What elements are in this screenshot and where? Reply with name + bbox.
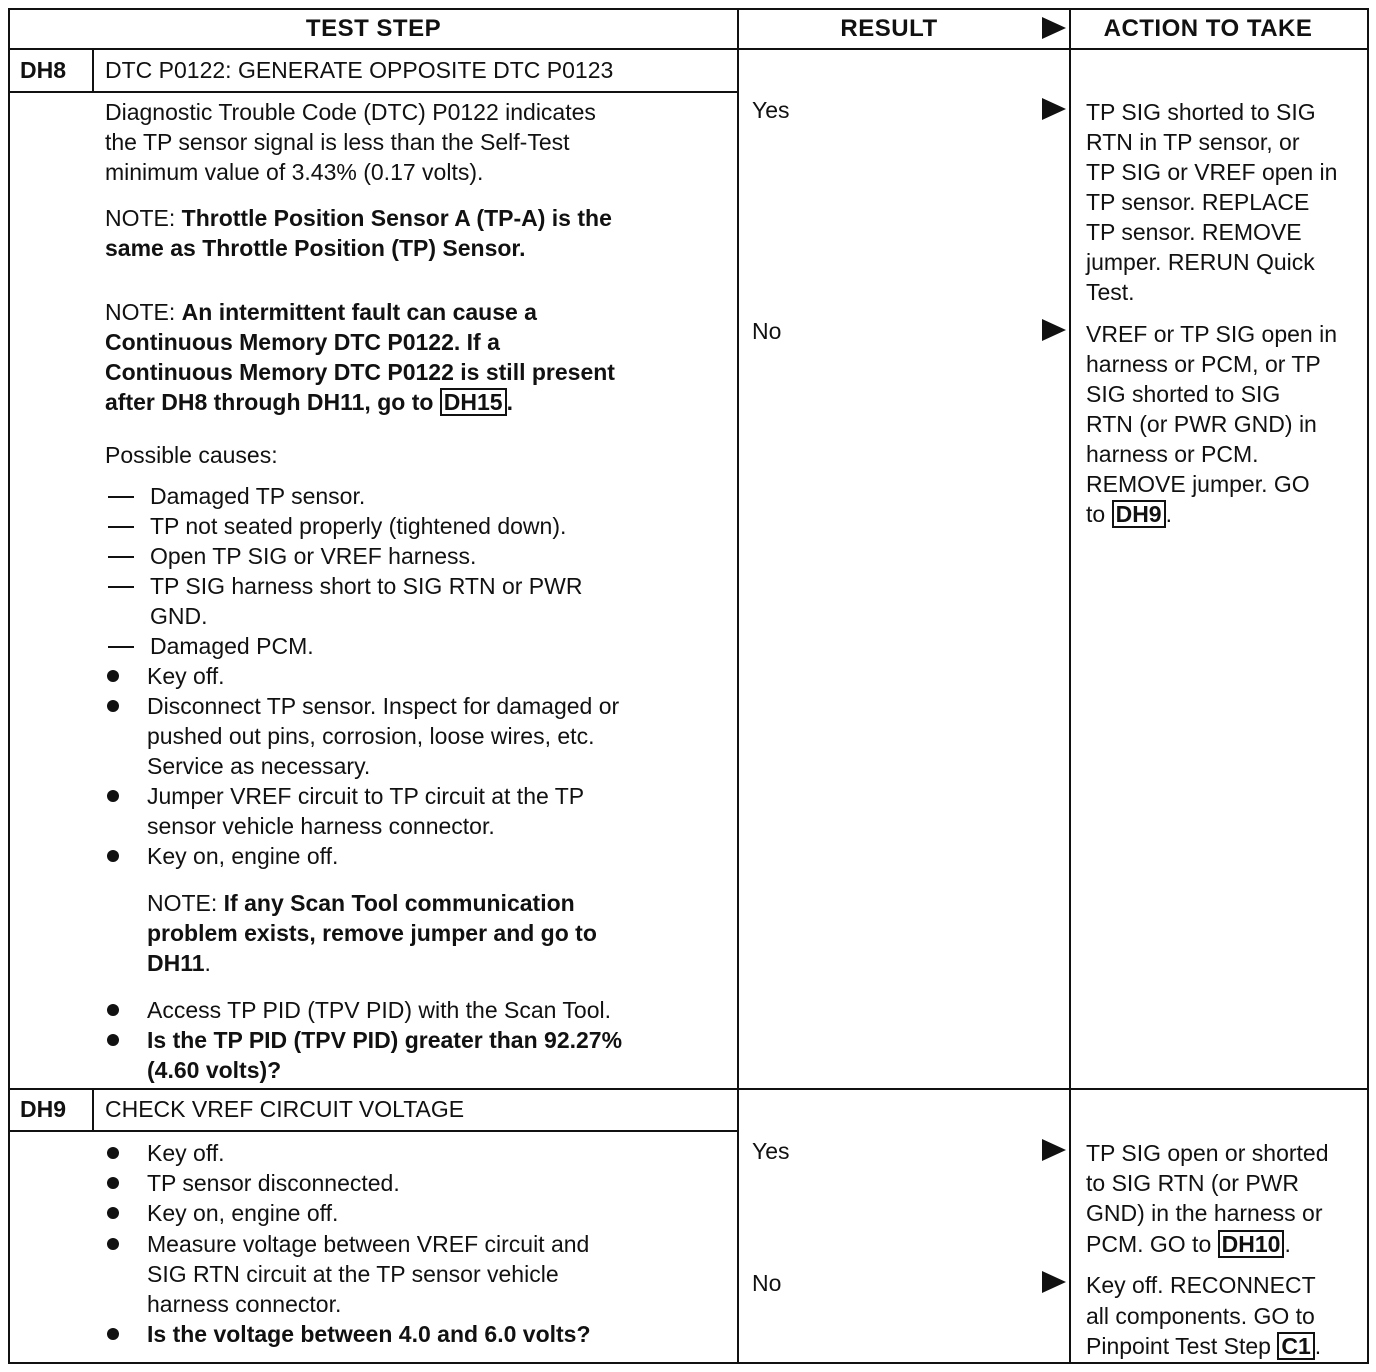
action-line: VREF or TP SIG open in — [1086, 321, 1337, 347]
header-test-step: TEST STEP — [305, 15, 442, 42]
cause-item: TP not seated properly (tightened down). — [150, 513, 567, 539]
dh8-intro-line: minimum value of 3.43% (0.17 volts). — [105, 159, 484, 185]
cause-item: Open TP SIG or VREF harness. — [150, 543, 477, 569]
id-column-divider-dh9 — [92, 1088, 94, 1132]
dash-icon — [108, 496, 134, 498]
ref-dh15-link[interactable]: DH15 — [440, 388, 507, 416]
action-line: GND) in the harness or — [1086, 1200, 1323, 1226]
test-step-result-divider — [737, 8, 739, 1364]
step-item: Access TP PID (TPV PID) with the Scan Tool. — [147, 997, 612, 1023]
step-item: Key on, engine off. — [147, 843, 339, 869]
dh8-step-id: DH8 — [20, 57, 67, 83]
cause-item: Damaged TP sensor. — [150, 483, 366, 509]
action-text: Pinpoint Test Step — [1086, 1333, 1278, 1359]
dh9-step-id: DH9 — [20, 1096, 67, 1122]
bullet-icon — [107, 700, 119, 712]
note-prefix: NOTE: — [105, 299, 182, 325]
dh8-note-line: problem exists, remove jumper and go to — [147, 920, 597, 946]
step-item: Jumper VREF circuit to TP circuit at the TP — [147, 783, 585, 809]
dh9-result-yes: Yes — [752, 1138, 790, 1164]
result-arrow-icon — [1042, 319, 1066, 341]
ref-dh9-link[interactable]: DH9 — [1112, 500, 1166, 528]
dh8-intro-line: the TP sensor signal is less than the Self-Test — [105, 129, 570, 155]
dh8-title-bottom-border — [8, 91, 738, 93]
bullet-icon — [107, 1004, 119, 1016]
step-item: Key on, engine off. — [147, 1200, 339, 1226]
dh8-note-line: DH11. — [147, 950, 211, 976]
dash-icon — [108, 586, 134, 588]
action-line: PCM. GO to DH10 . — [1086, 1231, 1291, 1257]
step-question: (4.60 volts)? — [147, 1057, 282, 1083]
bullet-icon — [107, 1328, 119, 1340]
bullet-icon — [107, 1034, 119, 1046]
note-prefix: NOTE: — [147, 890, 224, 916]
dh9-step-title: CHECK VREF CIRCUIT VOLTAGE — [105, 1096, 465, 1122]
action-line: TP SIG shorted to SIG — [1086, 99, 1316, 125]
dash-icon — [108, 556, 134, 558]
bullet-icon — [107, 1177, 119, 1189]
action-line: to SIG RTN (or PWR — [1086, 1170, 1299, 1196]
table-bottom-border — [8, 1362, 1368, 1364]
cause-item: GND. — [150, 603, 208, 629]
action-line: all components. GO to — [1086, 1303, 1315, 1329]
dh8-result-yes: Yes — [752, 97, 790, 123]
header-action: ACTION TO TAKE — [1103, 15, 1313, 42]
dh8-intro-line: Diagnostic Trouble Code (DTC) P0122 indicates — [105, 99, 596, 125]
step-item: Service as necessary. — [147, 753, 371, 779]
result-arrow-icon — [1042, 98, 1066, 120]
action-line: SIG shorted to SIG — [1086, 381, 1281, 407]
header-bottom-border — [8, 48, 1368, 50]
bullet-icon — [107, 670, 119, 682]
bullet-icon — [107, 790, 119, 802]
action-text: PCM. GO to — [1086, 1231, 1218, 1257]
bullet-icon — [107, 1207, 119, 1219]
step-item: Key off. — [147, 663, 225, 689]
step-item: Disconnect TP sensor. Inspect for damaged or — [147, 693, 620, 719]
dh8-note-line: same as Throttle Position (TP) Sensor. — [105, 235, 526, 261]
header-result: RESULT — [840, 15, 938, 42]
ref-c1-link[interactable]: C1 — [1277, 1332, 1314, 1360]
action-line: TP sensor. REPLACE — [1086, 189, 1310, 215]
id-column-divider-dh8 — [92, 48, 94, 93]
action-line: TP sensor. REMOVE — [1086, 219, 1302, 245]
action-line: harness or PCM. — [1086, 441, 1259, 467]
note-text: DH11 — [147, 950, 205, 976]
action-line: Pinpoint Test Step C1 . — [1086, 1333, 1322, 1359]
action-line: TP SIG or VREF open in — [1086, 159, 1338, 185]
dh8-result-no: No — [752, 318, 782, 344]
dh8-note-line: Continuous Memory DTC P0122. If a — [105, 329, 500, 355]
header-arrow-icon — [1042, 17, 1066, 39]
dh8-note-line — [105, 203, 612, 233]
dh8-bottom-border — [8, 1088, 1368, 1090]
dash-icon — [108, 526, 134, 528]
action-line: REMOVE jumper. GO — [1086, 471, 1310, 497]
dh8-note-line — [147, 888, 575, 918]
action-line: Key off. RECONNECT — [1086, 1272, 1316, 1298]
step-item: TP sensor disconnected. — [147, 1170, 400, 1196]
action-line: Test. — [1086, 279, 1135, 305]
note-text: If any Scan Tool communication — [223, 890, 575, 916]
ref-dh10-link[interactable]: DH10 — [1218, 1230, 1285, 1258]
bullet-icon — [107, 850, 119, 862]
dh9-result-no: No — [752, 1270, 782, 1296]
step-item: harness connector. — [147, 1291, 342, 1317]
step-item: Key off. — [147, 1140, 225, 1166]
action-line: jumper. RERUN Quick — [1086, 249, 1315, 275]
step-question: Is the TP PID (TPV PID) greater than 92.27% — [147, 1027, 623, 1053]
note-text: Throttle Position Sensor A (TP-A) is the — [181, 205, 612, 231]
dh8-note-line: after DH8 through DH11, go to DH15 . — [105, 389, 513, 415]
step-question: Is the voltage between 4.0 and 6.0 volts? — [147, 1321, 591, 1347]
table-left-border — [8, 8, 10, 1364]
result-arrow-icon — [1042, 1139, 1066, 1161]
step-item: sensor vehicle harness connector. — [147, 813, 495, 839]
dh8-note-line — [105, 297, 537, 327]
dash-icon — [108, 646, 134, 648]
note-prefix: NOTE: — [105, 205, 182, 231]
result-action-divider — [1069, 8, 1071, 1364]
action-line: RTN in TP sensor, or — [1086, 129, 1300, 155]
cause-item: Damaged PCM. — [150, 633, 314, 659]
action-line: RTN (or PWR GND) in — [1086, 411, 1317, 437]
bullet-icon — [107, 1147, 119, 1159]
action-line: to DH9 . — [1086, 501, 1172, 527]
result-arrow-icon — [1042, 1271, 1066, 1293]
table-right-border — [1367, 8, 1369, 1364]
step-item: SIG RTN circuit at the TP sensor vehicle — [147, 1261, 559, 1287]
dh8-note-line: Continuous Memory DTC P0122 is still present — [105, 359, 615, 385]
action-line: TP SIG open or shorted — [1086, 1140, 1329, 1166]
step-item: pushed out pins, corrosion, loose wires, etc. — [147, 723, 595, 749]
possible-causes-label: Possible causes: — [105, 442, 278, 468]
bullet-icon — [107, 1238, 119, 1250]
note-text: An intermittent fault can cause a — [181, 299, 537, 325]
cause-item: TP SIG harness short to SIG RTN or PWR — [150, 573, 583, 599]
action-text: to — [1086, 501, 1112, 527]
note-text: after DH8 through DH11, go to — [105, 389, 440, 415]
dh8-step-title: DTC P0122: GENERATE OPPOSITE DTC P0123 — [105, 57, 614, 83]
step-item: Measure voltage between VREF circuit and — [147, 1231, 590, 1257]
dh9-title-bottom-border — [8, 1130, 738, 1132]
action-line: harness or PCM, or TP — [1086, 351, 1321, 377]
